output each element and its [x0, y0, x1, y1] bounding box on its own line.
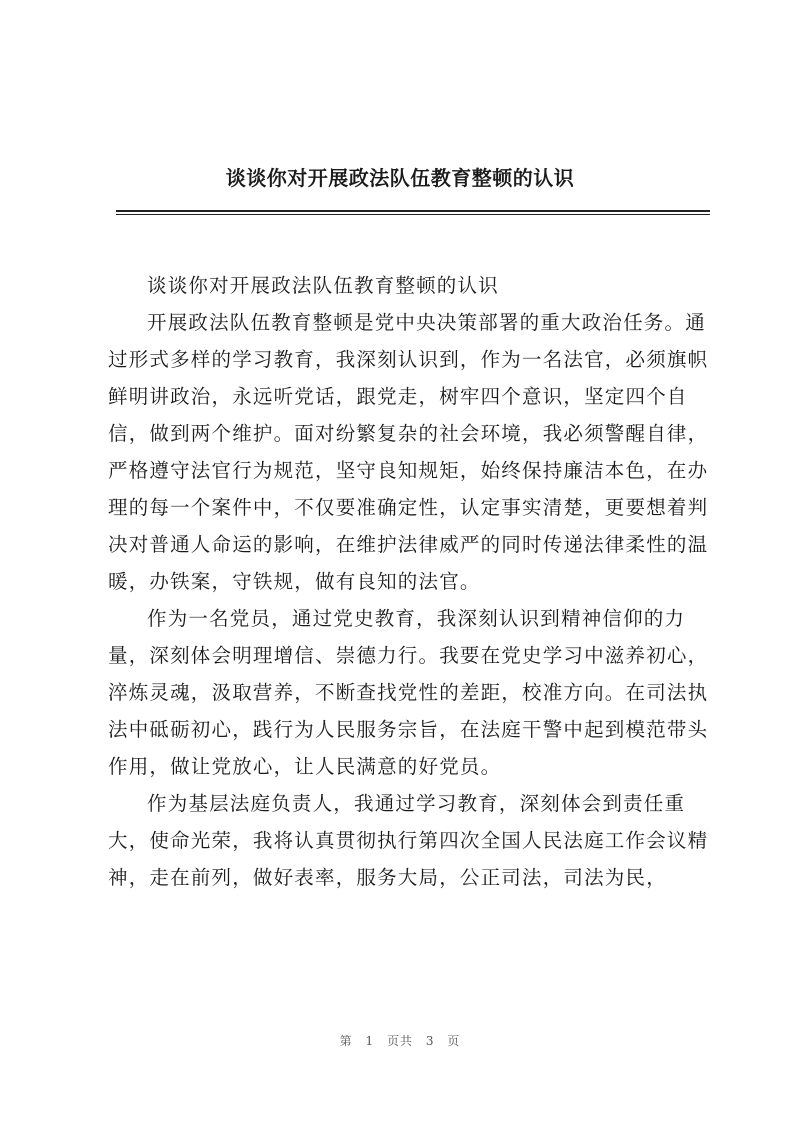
- page-title: 谈谈你对开展政法队伍教育整顿的认识: [225, 166, 575, 190]
- footer-total-pages: 3: [425, 1034, 435, 1048]
- paragraph: 谈谈你对开展政法队伍教育整顿的认识: [147, 274, 499, 297]
- footer-page-number: 1: [365, 1034, 375, 1048]
- footer-prefix: 第: [339, 1034, 353, 1048]
- title-divider: [116, 210, 710, 215]
- footer-middle: 页共: [386, 1034, 413, 1048]
- paragraph: 作为一名党员，通过党史教育，我深刻认识到精神信仰的力量，深刻体会明理增信、崇德力行。我要在党史学习中滋养初心，淬炼灵魂，汲取营养，不断查找党性的差距，校准方向。在司法执法中砥砺初心，践行为人民服务宗旨，在法庭干警中起到模范带头作用，做让党放心，让人民满意的好党员。: [108, 607, 709, 778]
- paragraph: 开展政法队伍教育整顿是党中央决策部署的重大政治任务。通过形式多样的学习教育，我深刻认识到，作为一名法官，必须旗帜鲜明讲政治，永远听党话，跟党走，树牢四个意识，坚定四个自信，做到两个维护。面对纷繁复杂的社会环境，我必须警醒自律，严格遵守法官行为规范，坚守良知规矩，始终保持廉洁本色，在办理的每一个案件中，不仅要准确定性，认定事实清楚，更要想着判决对普通人命运的影响，在维护法律威严的同时传递法律柔性的温暖，办铁案，守铁规，做有良知的法官。: [108, 311, 709, 593]
- footer-suffix: 页: [447, 1034, 461, 1048]
- paragraph: 作为基层法庭负责人，我通过学习教育，深刻体会到责任重大，使命光荣，我将认真贯彻执行第四次全国人民法庭工作会议精神，走在前列，做好表率，服务大局，公正司法，司法为民，: [108, 792, 709, 889]
- page-footer: [0, 1032, 800, 1049]
- document-body: [108, 267, 712, 896]
